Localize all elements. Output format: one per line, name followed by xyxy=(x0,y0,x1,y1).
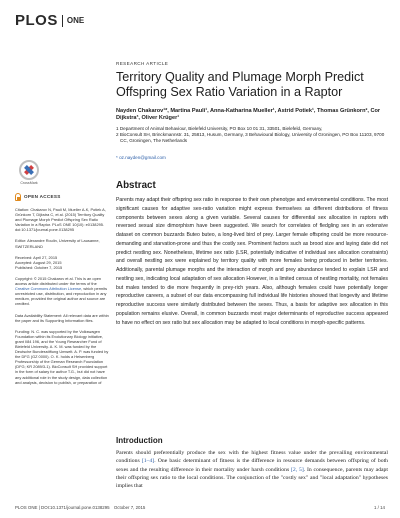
page-footer xyxy=(15,504,385,510)
footer-date: October 7, 2015 xyxy=(113,505,146,510)
affiliation-line: 2 BioConsult SH, Brinckmannstr. 31, 25813, Husum, Germany, 3 Behavioural Biology, University of Groningen, PO Box 11103, 9700 CC, Groningen, The Netherlands xyxy=(116,132,385,143)
page-number: 1 / 14 xyxy=(374,505,385,510)
introduction-text xyxy=(116,449,388,490)
dates xyxy=(15,255,110,270)
intro-part: . One basic determinant of fitness is the difference in resource demands between offspring of both sexes and the resulting difference in their mortality under harsh conditions xyxy=(116,458,388,473)
journal-logo xyxy=(15,12,84,29)
copyright-part: Copyright: © 2015 Chakarov et al. This is an open access article distributed under the terms of the xyxy=(15,275,102,287)
copyright-part: , which permits unrestricted use, distribution, and reproduction in any medium, provided the original author and source are credited. xyxy=(15,286,108,307)
footer-journal-ref: PLOS ONE | DOI:10.1371/journal.pone.0138295 xyxy=(15,505,110,510)
editor-text: Editor: Alexandre Roulin, University of Lausanne, SWITZERLAND xyxy=(15,238,100,249)
reference-link[interactable]: [1–4] xyxy=(141,458,155,465)
affiliations xyxy=(116,126,386,144)
crossmark-label: CrossMark xyxy=(20,181,38,185)
abstract-heading: Abstract xyxy=(116,180,156,191)
reference-link[interactable]: [2, 5] xyxy=(291,466,304,473)
data-availability: Data Availability Statement: All relevant data are within the paper and its Supporting Information files. xyxy=(15,312,109,323)
accepted-date: Accepted: August 29, 2015 xyxy=(15,259,62,265)
published-date: Published: October 7, 2015 xyxy=(15,264,63,270)
open-access-badge xyxy=(15,193,110,201)
received-date: Received: April 27, 2015 xyxy=(15,254,58,260)
license-link[interactable]: Creative Commons Attribution License xyxy=(15,286,82,292)
citation-text: Citation: Chakarov N, Pauli M, Mueller A-K, Potiek A, Grünkorn T, Dijkstra C, et al. (2015) Territory Quality and Plumage Morph Predict Offspring Sex Ratio Variation in a Raptor. PLoS ONE 10(10): e0138295. doi:10.1371/journal.pone.0138295 xyxy=(15,207,106,233)
article-sidebar xyxy=(15,193,110,391)
logo-text: PLOS xyxy=(15,12,58,29)
open-access-label: OPEN ACCESS xyxy=(24,194,61,200)
corresponding-email-link[interactable]: * oz.nayden@gmail.com xyxy=(116,155,166,160)
affiliation-line: 1 Department of Animal Behaviour, Bielefeld University, PO Box 10 01 31, 33501, Bielefeld, Germany, xyxy=(116,126,323,131)
article-type: RESEARCH ARTICLE xyxy=(116,61,169,66)
funding-statement: Funding: N. C. was supported by the Volkswagen Foundation within its Evolutionary Biology initiative, grant I/84 196, and the Young Researcher Fund of Bielefeld University. A. K. M. was funded by the Deutsche Bundesstiftung Umwelt. A. P. was funded by the DFG (GZ 0000). O. K. holds a Heisenberg Professorship of the German Research Foundation (DFG; KR 2089/3-1). BioConsult SH provided support in the form of salary for author T.G., but did not have any additional role in the study design, data collection and analysis, decision to publish, or preparation of xyxy=(15,328,109,385)
logo-divider xyxy=(62,15,63,27)
logo-sub: ONE xyxy=(66,16,85,25)
article-title: Territory Quality and Plumage Morph Predict Offspring Sex Ratio Variation in a Raptor xyxy=(116,70,364,99)
copyright-text xyxy=(15,276,110,307)
intro-part: . In consequence, parents may adapt their offspring sex ratio to the local conditions. The conjunction of the "costly sex" and "local adaptation" hypotheses implies that xyxy=(116,466,388,490)
introduction-heading: Introduction xyxy=(116,436,163,445)
author-list: Nayden Chakarov¹*, Martina Pauli¹, Anna-Katharina Mueller¹, Astrid Potiek¹, Thomas Grünkorn², Cor Dijkstra³, Oliver Krüger¹ xyxy=(116,108,381,122)
footer-left xyxy=(15,505,148,510)
open-lock-icon xyxy=(15,193,21,201)
crossmark-badge[interactable] xyxy=(18,160,40,185)
intro-part: Parents should preferentially produce the sex with the highest fitness value under the prevailing environmental conditions xyxy=(116,450,388,465)
crossmark-icon xyxy=(19,160,39,180)
abstract-text: Parents may adapt their offspring sex ratio in response to their own phenotype and environmental conditions. The most significant causes for adaptive sex-ratio variation might express themselves as different distributions of fitness components between sexes along a given variable. Several causes for differential sex allocation in raptors with reversed sexual size dimorphism have been suggested. We search for correlates of fledgling sex in an extensive dataset on common buzzards Buteo buteo, a long-lived bird of prey. Larger female offspring could be more resource-demanding and starvation-prone and thus the costly sex. Prominent factors such as brood size and laying date did not predict nestling sex. Nonetheless, lifetime sex ratio (LSR, potentially indicative of individual sex allocation constraints) and overall nestling sex were explained by territory quality with more females being produced in better territories. Additionally, parental plumage morphs and the interaction of morph and prey abundance tended to explain LSR and nestling sex, indicating local adaptation of sex allocation However, in a limited census of nestling mortality, not females but males tended to die more frequently in prey-rich years. Also, although females could have potentially longer reproductive careers, a subset of our data encompassing full individual life histories showed that longevity and lifetime reproductive success were similarly distributed between the sexes. Thus, a basis for adaptive sex allocation in this population remains elusive. Overall, in common buzzards most major determinants of reproductive success appeared to have no effect on sex ratio but sex allocation may be adapted to local conditions in morph-specific patterns. xyxy=(116,197,388,326)
